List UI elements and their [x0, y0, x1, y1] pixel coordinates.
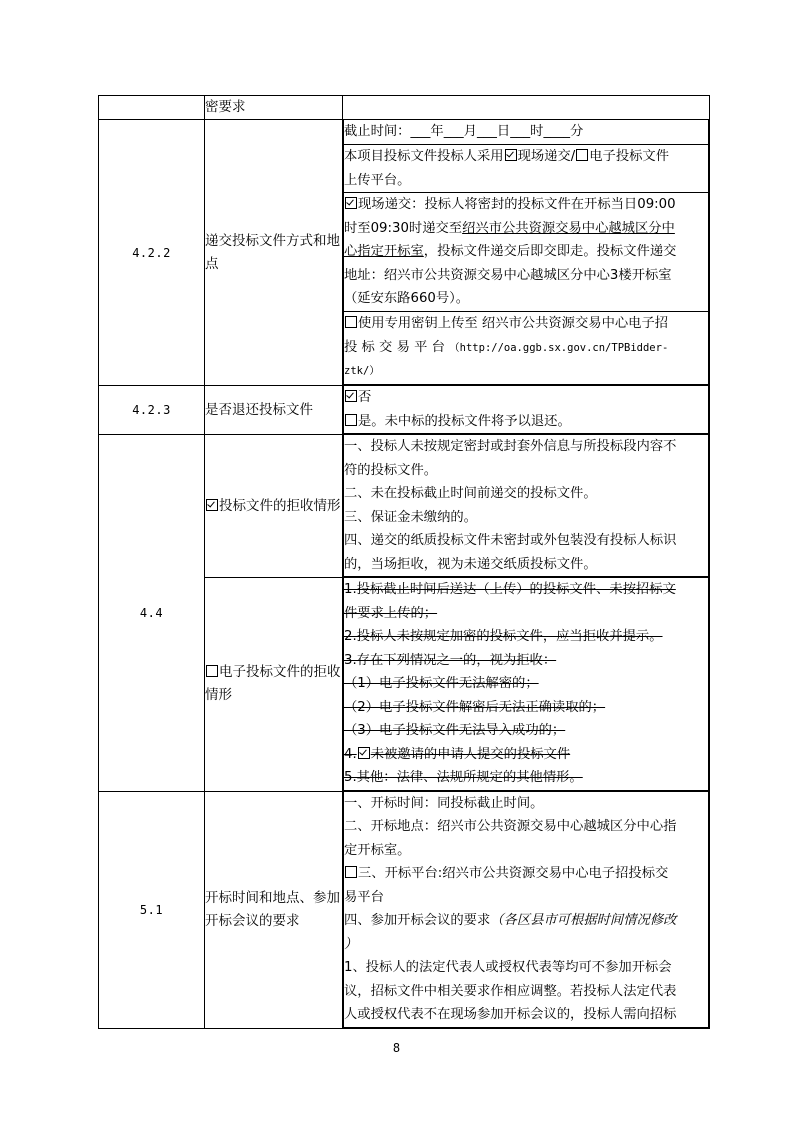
option-no: 否 [344, 386, 708, 410]
unchecked-box-icon [345, 866, 357, 878]
checked-box-icon [345, 390, 357, 402]
clause-number: 5.1 [99, 791, 205, 1028]
unchecked-box-icon [345, 414, 357, 426]
tail-line: 1、投标人的法定代表人或授权代表等均可不参加开标会 [344, 960, 672, 975]
onsite-line-5: （延安东路660号）。 [344, 291, 470, 307]
opening-line: 一、开标时间：同投标截止时间。 [344, 795, 544, 811]
electronic-line: 件要求上传的； [344, 605, 438, 621]
electronic-line: （2）电子投标文件解密后无法正确读取的； [344, 699, 606, 715]
checked-box-icon [345, 197, 357, 209]
clause-item: 是否退还投标文件 [205, 386, 343, 435]
page-number: 8 [392, 1041, 401, 1055]
electronic-line: 2.投标人未按规定加密的投标文件，应当拒收并提示。 [344, 629, 663, 644]
checked-box-icon [505, 149, 517, 161]
clause-item-electronic: 电子投标文件的拒收情形 [205, 578, 343, 792]
paper-line: 四、递交的纸质投标文件未密封或外包装没有投标人标识 [344, 533, 677, 548]
unchecked-box-icon [576, 149, 588, 161]
paper-line: 二、未在投标截止时间前递交的投标文件。 [344, 486, 597, 501]
opening-line: 二、开标地点：绍兴市公共资源交易中心越城区分中心指 [344, 819, 677, 834]
onsite-line-4: 地址：绍兴市公共资源交易中心越城区分中心3楼开标室 [344, 267, 672, 283]
paper-line: 三、保证金未缴纳的。 [344, 509, 477, 525]
clause-content [343, 386, 710, 435]
tail-line: 议，招标文件中相关要求作相应调整。若投标人法定代表 [344, 983, 677, 999]
platform-line-1: 三、开标平台:绍兴市公共资源交易中心电子招投标交 [344, 862, 708, 886]
requirement-note-end: ） [344, 936, 358, 952]
clause-item-paper: 投标文件的拒收情形 [205, 435, 343, 578]
clause-number: 4.2.2 [99, 120, 205, 386]
paper-line: 一、投标人未按规定密封或封套外信息与所投标段内容不 [344, 439, 677, 454]
cell-content-empty [343, 96, 710, 120]
clause-item: 递交投标文件方式和地点 [205, 120, 343, 386]
cell-item-continuation [205, 96, 343, 120]
deadline-line: 截止时间：___年___月___日___时____分 [344, 124, 584, 140]
clause-number: 4.4 [99, 435, 205, 792]
onsite-line-2: 时至09:30时递交至绍兴市公共资源交易中心越城区分中 [344, 220, 675, 236]
electronic-line-4: 4. 未被邀请的申请人提交的投标文件 [344, 746, 571, 762]
online-line-1: 使用专用密钥上传至 绍兴市公共资源交易中心电子招 [344, 312, 708, 336]
tail-line: 人或授权代表不在现场参加开标会议的，投标人需向招标 [344, 1007, 677, 1022]
electronic-line: 1.投标截止时间后送达（上传）的投标文件、未按招标文 [344, 582, 676, 597]
bid-data-table [98, 95, 710, 1029]
method-line-2: 上传平台。 [344, 172, 411, 188]
clause-content [343, 120, 710, 386]
electronic-line: （3）电子投标文件无法导入成功的； [344, 723, 566, 738]
checked-box-icon [358, 747, 370, 759]
requirement-line: 四、参加开标会议的要求（各区县市可根据时间情况修改 [344, 913, 677, 928]
item-label: 密要求 [205, 99, 246, 115]
paper-line: 符的投标文件。 [344, 462, 438, 478]
onsite-line-1: 现场递交：投标人将密封的投标文件在开标当日09:00 [344, 193, 708, 217]
clause-item: 开标时间和地点、参加开标会议的要求 [205, 791, 343, 1028]
option-yes: 是。未中标的投标文件将予以退还。 [344, 410, 708, 434]
electronic-line: （1）电子投标文件无法解密的； [344, 676, 539, 691]
electronic-line-5: 5.其他：法律、法规所规定的其他情形。 [344, 770, 583, 785]
platform-line-2: 易平台 [344, 889, 384, 905]
opening-line: 定开标室。 [344, 842, 411, 858]
cell-no-empty [99, 96, 205, 120]
online-line-3: ztk/） [344, 365, 380, 378]
clause-content-electronic [343, 578, 710, 792]
clause-content-paper [343, 435, 710, 578]
online-line-2: 投 标 交 易 平 台 （http://oa.ggb.sx.gov.cn/TPBidder- [344, 339, 669, 355]
unchecked-box-icon [345, 316, 357, 328]
checked-box-icon [206, 499, 218, 511]
onsite-line-3: 心指定开标室，投标文件递交后即交即走。投标文件递交 [344, 244, 677, 260]
method-line: 本项目投标文件投标人采用 现场递交/ 电子投标文件 [344, 149, 670, 164]
paper-line: 的，当场拒收，视为未递交纸质投标文件。 [344, 556, 597, 572]
clause-number: 4.2.3 [99, 386, 205, 435]
unchecked-box-icon [206, 665, 218, 677]
content-subtable [343, 120, 709, 385]
electronic-line: 3.存在下列情况之一的，视为拒收： [344, 652, 557, 668]
clause-content [343, 791, 710, 1028]
